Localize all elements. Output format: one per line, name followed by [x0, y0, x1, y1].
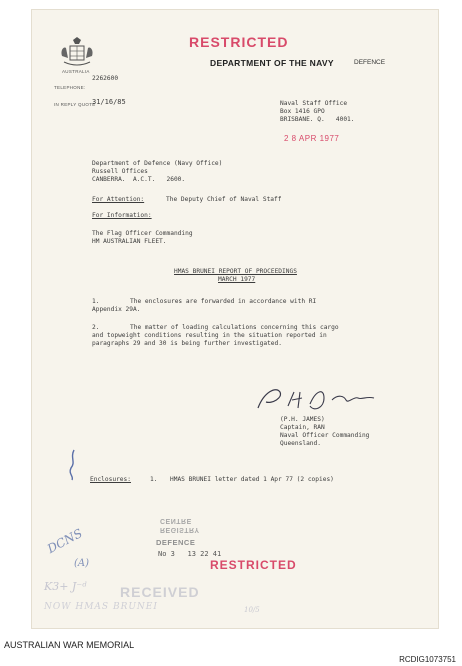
paragraph-2-number: 2.: [92, 324, 100, 331]
subject-line-2: MARCH 1977: [218, 276, 256, 283]
department-title: DEPARTMENT OF THE NAVY: [210, 58, 334, 68]
paragraph-1-number: 1.: [92, 298, 100, 305]
reply-quote-label: IN REPLY QUOTE: [54, 102, 96, 107]
coat-of-arms-icon: [54, 36, 100, 72]
paragraph-1-line-1: The enclosures are forwarded in accordance with RI: [130, 298, 317, 305]
paragraph-2-line-2: and topweight conditions resulting in the situation reported in: [92, 332, 327, 339]
signatory-rank: Captain, RAN: [280, 424, 325, 431]
subject-line-1: HMAS BRUNEI REPORT OF PROCEEDINGS: [174, 268, 297, 275]
footer-institution: AUSTRALIAN WAR MEMORIAL: [4, 640, 135, 650]
registry-stamp: [160, 516, 200, 534]
sender-address-line-3: BRISBANE. Q. 4001.: [280, 116, 355, 123]
recipient-line-2: Russell Offices: [92, 168, 148, 175]
pen-mark-icon: [68, 448, 78, 482]
restricted-stamp-lower: RESTRICTED: [210, 558, 297, 572]
department-overtype: DEFENCE: [354, 59, 386, 66]
telephone-label: TELEPHONE:: [54, 85, 86, 90]
received-stamp: RECEIVED: [120, 584, 200, 600]
handwritten-dcns: DCNS: [44, 526, 85, 556]
signatory-title-line-1: Naval Officer Commanding: [280, 432, 370, 439]
sender-address-line-1: Naval Staff Office: [280, 100, 348, 107]
footer-record-id: RCDIG1073751: [399, 655, 456, 664]
handwritten-a-mark: (A): [74, 558, 90, 569]
date-stamp: 2 8 APR 1977: [284, 134, 340, 143]
enclosure-item-text: HMAS BRUNEI letter dated 1 Apr 77 (2 copies): [170, 476, 334, 483]
restricted-stamp: RESTRICTED: [189, 34, 289, 50]
paragraph-1-line-2: Appendix 29A.: [92, 306, 141, 313]
document-sheet: [32, 10, 438, 628]
crest-label: AUSTRALIA: [62, 69, 90, 74]
enclosures-label: Enclosures:: [90, 476, 131, 483]
signatory-name: (P.H. JAMES): [280, 416, 325, 423]
sender-address-line-2: Box 1416 GPO: [280, 108, 325, 115]
attention-label: For Attention:: [92, 196, 145, 203]
recipient-line-3: CANBERRA. A.C.T. 2600.: [92, 176, 186, 183]
recipient-line-1: Department of Defence (Navy Office): [92, 160, 223, 167]
information-line-1: The Flag Officer Commanding: [92, 230, 193, 237]
registry-stamp-line-1: REGISTRY: [160, 526, 200, 533]
enclosure-item-number: 1.: [150, 476, 158, 483]
defence-stamp: DEFENCE: [156, 538, 196, 547]
registry-stamp-line-2: CENTRE: [160, 517, 192, 524]
handwritten-bottom-line: NOW HMAS BRUNEI: [44, 602, 158, 612]
paragraph-2-line-3: paragraphs 29 and 30 is being further investigated.: [92, 340, 282, 347]
handwritten-k-line: K3+ J⁻ᵈ: [44, 580, 87, 593]
handwritten-page-ref: 10/5: [244, 606, 260, 614]
telephone-number: 2262600: [92, 75, 119, 82]
signatory-title-line-2: Queensland.: [280, 440, 321, 447]
information-label: For Information:: [92, 212, 152, 219]
paragraph-2-line-1: The matter of loading calculations concerning this cargo: [130, 324, 339, 331]
reply-quote-value: 31/16/85: [92, 98, 126, 106]
handwritten-signature: [250, 382, 380, 416]
attention-value: The Deputy Chief of Naval Staff: [166, 196, 282, 203]
information-line-2: HM AUSTRALIAN FLEET.: [92, 238, 167, 245]
registry-number: No 3 13 22 41: [158, 550, 222, 558]
